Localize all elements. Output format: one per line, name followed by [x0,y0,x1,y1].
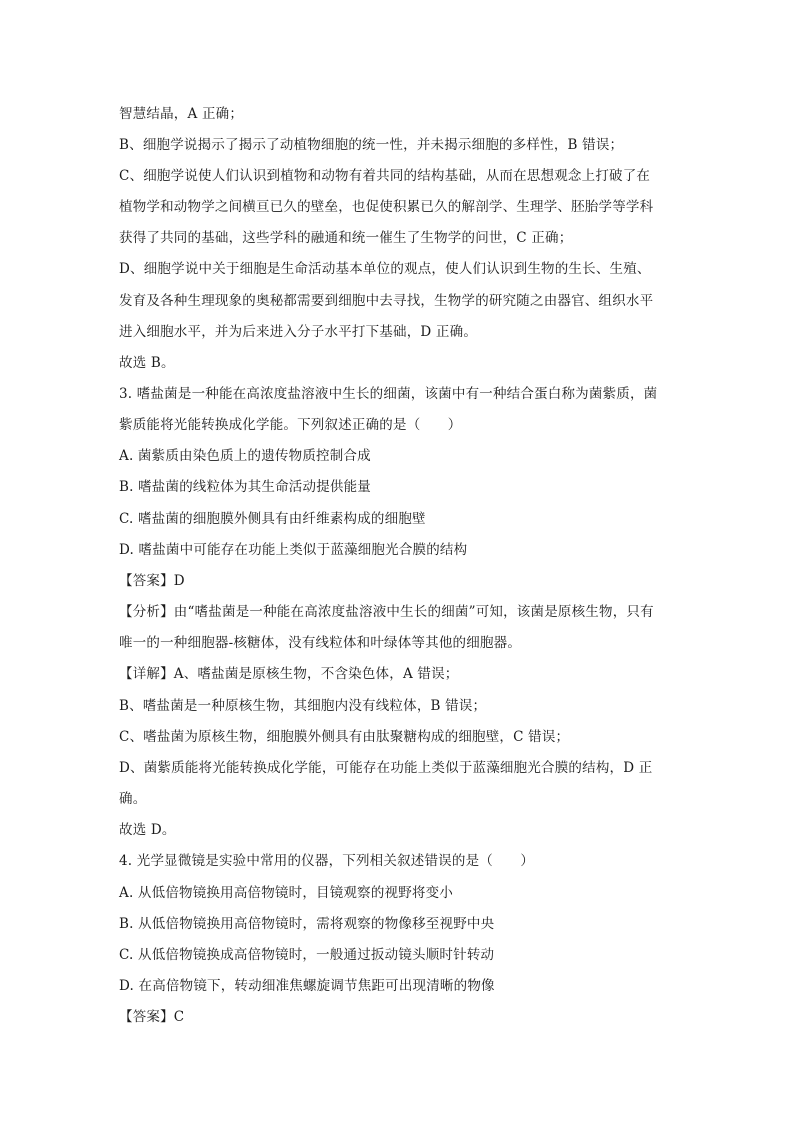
text-line-8: 进入细胞水平，并为后来进入分子水平打下基础，D 正确。 [119,324,478,340]
question-3-option-c: C. 嗜盐菌的细胞膜外侧具有由纤维素构成的细胞壁 [119,511,426,527]
question-3-detail-line-2: B、嗜盐菌是一种原核生物，其细胞内没有线粒体，B 错误； [119,698,487,714]
question-3-option-a: A. 菌紫质由染色质上的遗传物质控制合成 [119,448,371,464]
text-line-3: C、细胞学说使人们认识到植物和动物有着共同的结构基础，从而在思想观念上打破了在 [119,168,651,184]
text-line-6: D、细胞学说中关于细胞是生命活动基本单位的观点，使人们认识到生物的生长、生殖、 [119,261,651,277]
question-4-option-d: D. 在高倍物镜下，转动细准焦螺旋调节焦距可出现清晰的物像 [119,978,495,994]
question-3-detail-line-5: 确。 [119,791,147,807]
question-3-detail-line-4: D、菌紫质能将光能转换成化学能，可能存在功能上类似于蓝藻细胞光合膜的结构，D 正 [119,760,653,776]
question-3-detail-line-3: C、嗜盐菌为原核生物，细胞膜外侧具有由肽聚糖构成的细胞壁，C 错误； [119,729,570,745]
question-3-stem-line-1: 3. 嗜盐菌是一种能在高浓度盐溶液中生长的细菌，该菌中有一种结合蛋白称为菌紫质，菌 [119,386,658,402]
question-4-stem: 4. 光学显微镜是实验中常用的仪器，下列相关叙述错误的是（ ） [119,853,535,869]
question-3-analysis-line-2: 唯一的一种细胞器-核糖体，没有线粒体和叶绿体等其他的细胞器。 [119,635,522,651]
question-3-stem-line-2: 紫质能将光能转换成化学能。下列叙述正确的是（ ） [119,417,462,433]
question-4-option-b: B. 从低倍物镜换用高倍物镜时，需将观察的物像移至视野中央 [119,916,495,932]
question-4-answer: 【答案】C [119,1009,185,1025]
question-3-answer: 【答案】D [119,573,185,589]
question-4-option-a: A. 从低倍物镜换用高倍物镜时，目镜观察的视野将变小 [119,885,454,901]
question-3-detail-line-1: 【详解】A、嗜盐菌是原核生物，不含染色体，A 错误； [119,666,459,682]
text-line-9: 故选 B。 [119,355,175,371]
question-3-analysis-line-1: 【分析】由“嗜盐菌是一种能在高浓度盐溶液中生长的细菌”可知，该菌是原核生物，只有 [119,604,654,620]
text-line-1: 智慧结晶，A 正确； [119,106,244,122]
question-4-option-c: C. 从低倍物镜换成高倍物镜时，一般通过扳动镜头顺时针转动 [119,947,495,963]
text-line-4: 植物学和动物学之间横亘已久的壁垒，也促使积累已久的解剖学、生理学、胚胎学等学科 [119,199,654,215]
question-3-option-d: D. 嗜盐菌中可能存在功能上类似于蓝藻细胞光合膜的结构 [119,542,468,558]
text-line-2: B、细胞学说揭示了揭示了动植物细胞的统一性，并未揭示细胞的多样性，B 错误； [119,137,624,153]
question-3-option-b: B. 嗜盐菌的线粒体为其生命活动提供能量 [119,479,372,495]
text-line-7: 发育及各种生理现象的奥秘都需要到细胞中去寻找，生物学的研究随之由器官、组织水平 [119,293,654,309]
text-line-5: 获得了共同的基础，这些学科的融通和统一催生了生物学的问世，C 正确； [119,230,573,246]
question-3-choice: 故选 D。 [119,822,176,838]
